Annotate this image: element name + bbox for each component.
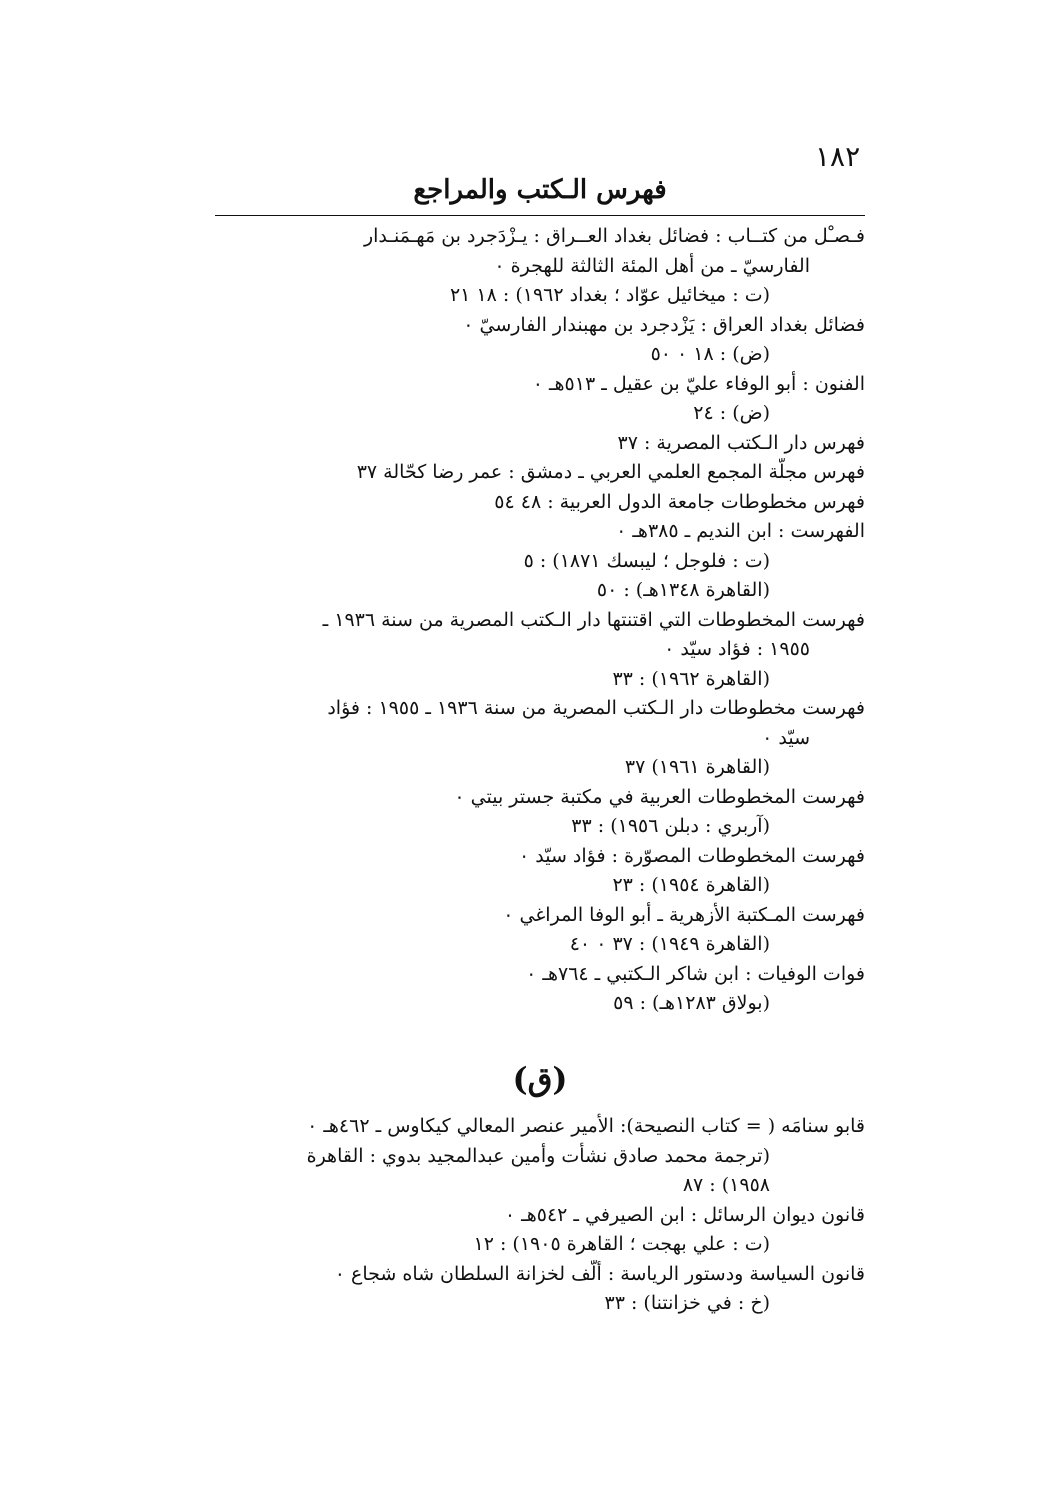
index-line: فهرست المخطوطات التي اقتنتها دار الـكتب المصرية من سنة ١٩٣٦ ـ [322,608,865,631]
index-entries-qaf [215,1112,865,1319]
index-line: (ض) : ٢٤ [693,402,770,424]
index-line: (ت : فلوجل ؛ ليبسك ١٨٧١) : ٥ [523,549,770,572]
index-line: فهرست المخطوطات العربية في مكتبة جستر بيتي ٠ [454,785,865,808]
index-line: فهرست المـكتبة الأزهرية ـ أبو الوفا المراغي ٠ [503,903,865,926]
running-head: فهرس الـكتب والمراجع [413,175,667,205]
index-line: قابو سنامَه ( = كتاب النصيحة): الأمير عنصر المعالي كيكاوس ـ ٤٦٢هـ ٠ [307,1115,865,1137]
index-line: سيّد ٠ [762,726,810,749]
index-line: (بولاق ١٢٨٣هـ) : ٥٩ [613,992,770,1014]
index-line: ١٩٥٨) : ٨٧ [682,1174,770,1196]
letter-heading: (ق) [512,1060,568,1098]
index-line: (القاهرة ١٩٦٢) : ٣٣ [612,667,770,690]
index-line: فـصـْل من كتــاب : فضائل بغداد العــراق : يـزْدَجرد بن مَهـمَنـدار [363,225,865,247]
index-entries-fa [215,222,865,1019]
index-line: (ت : ميخائيل عوّاد ؛ بغداد ١٩٦٢) : ١٨ ٢١ [449,284,770,306]
index-line: فهرس مخطوطات جامعة الدول العربية : ٤٨ ٥٤ [494,490,865,513]
index-line: (آربري : دبلن ١٩٥٦) : ٣٣ [571,815,770,837]
page-number: ١٨٢ [815,140,861,173]
index-line: (ض) : ١٨ ٠ ٥٠ [650,343,770,365]
index-line: (القاهرة ١٩٤٩) : ٣٧ ٠ ٤٠ [569,933,770,955]
index-line: قانون ديوان الرسائل : ابن الصيرفي ـ ٥٤٢هـ ٠ [504,1203,865,1226]
header-rule [215,215,865,216]
index-line: (خ : في خزانتنا) : ٣٣ [604,1292,770,1314]
index-line: (ت : علي بهجت ؛ القاهرة ١٩٠٥) : ١٢ [473,1233,770,1255]
index-line: فهرس مجلّة المجمع العلمي العربي ـ دمشق : عمر رضا كحّالة ٣٧ [356,461,865,483]
index-line: (القاهرة ١٣٤٨هـ) : ٥٠ [596,579,770,601]
index-line: الفارسيّ ـ من أهل المئة الثالثة للهجرة ٠ [494,254,810,277]
index-line: قانون السياسة ودستور الرياسة : أُلّف لخزانة السلطان شاه شجاع ٠ [334,1262,865,1285]
index-line: فضائل بغداد العراق : يَزْدجرد بن مهبندار الفارسيّ ٠ [463,313,865,336]
index-line: فهرست مخطوطات دار الـكتب المصرية من سنة ١٩٣٦ ـ ١٩٥٥ : فؤاد [327,697,865,719]
index-line: فهرست المخطوطات المصوّرة : فؤاد سيّد ٠ [518,844,865,867]
index-line: الفنون : أبو الوفاء عليّ بن عقيل ـ ٥١٣هـ ٠ [532,372,865,395]
index-line: فوات الوفيات : ابن شاكر الـكتبي ـ ٧٦٤هـ ٠ [526,962,865,985]
index-line: (القاهرة ١٩٥٤) : ٢٣ [612,874,770,896]
index-line: (القاهرة ١٩٦١) ٣٧ [624,756,770,778]
index-line: الفهرست : ابن النديم ـ ٣٨٥هـ ٠ [616,520,865,542]
index-line: ١٩٥٥ : فؤاد سيّد ٠ [664,638,810,660]
index-line: (ترجمة محمد صادق نشأت وأمين عبدالمجيد بدوي : القاهرة [306,1144,770,1167]
index-line: فهرس دار الـكتب المصرية : ٣٧ [617,431,865,454]
